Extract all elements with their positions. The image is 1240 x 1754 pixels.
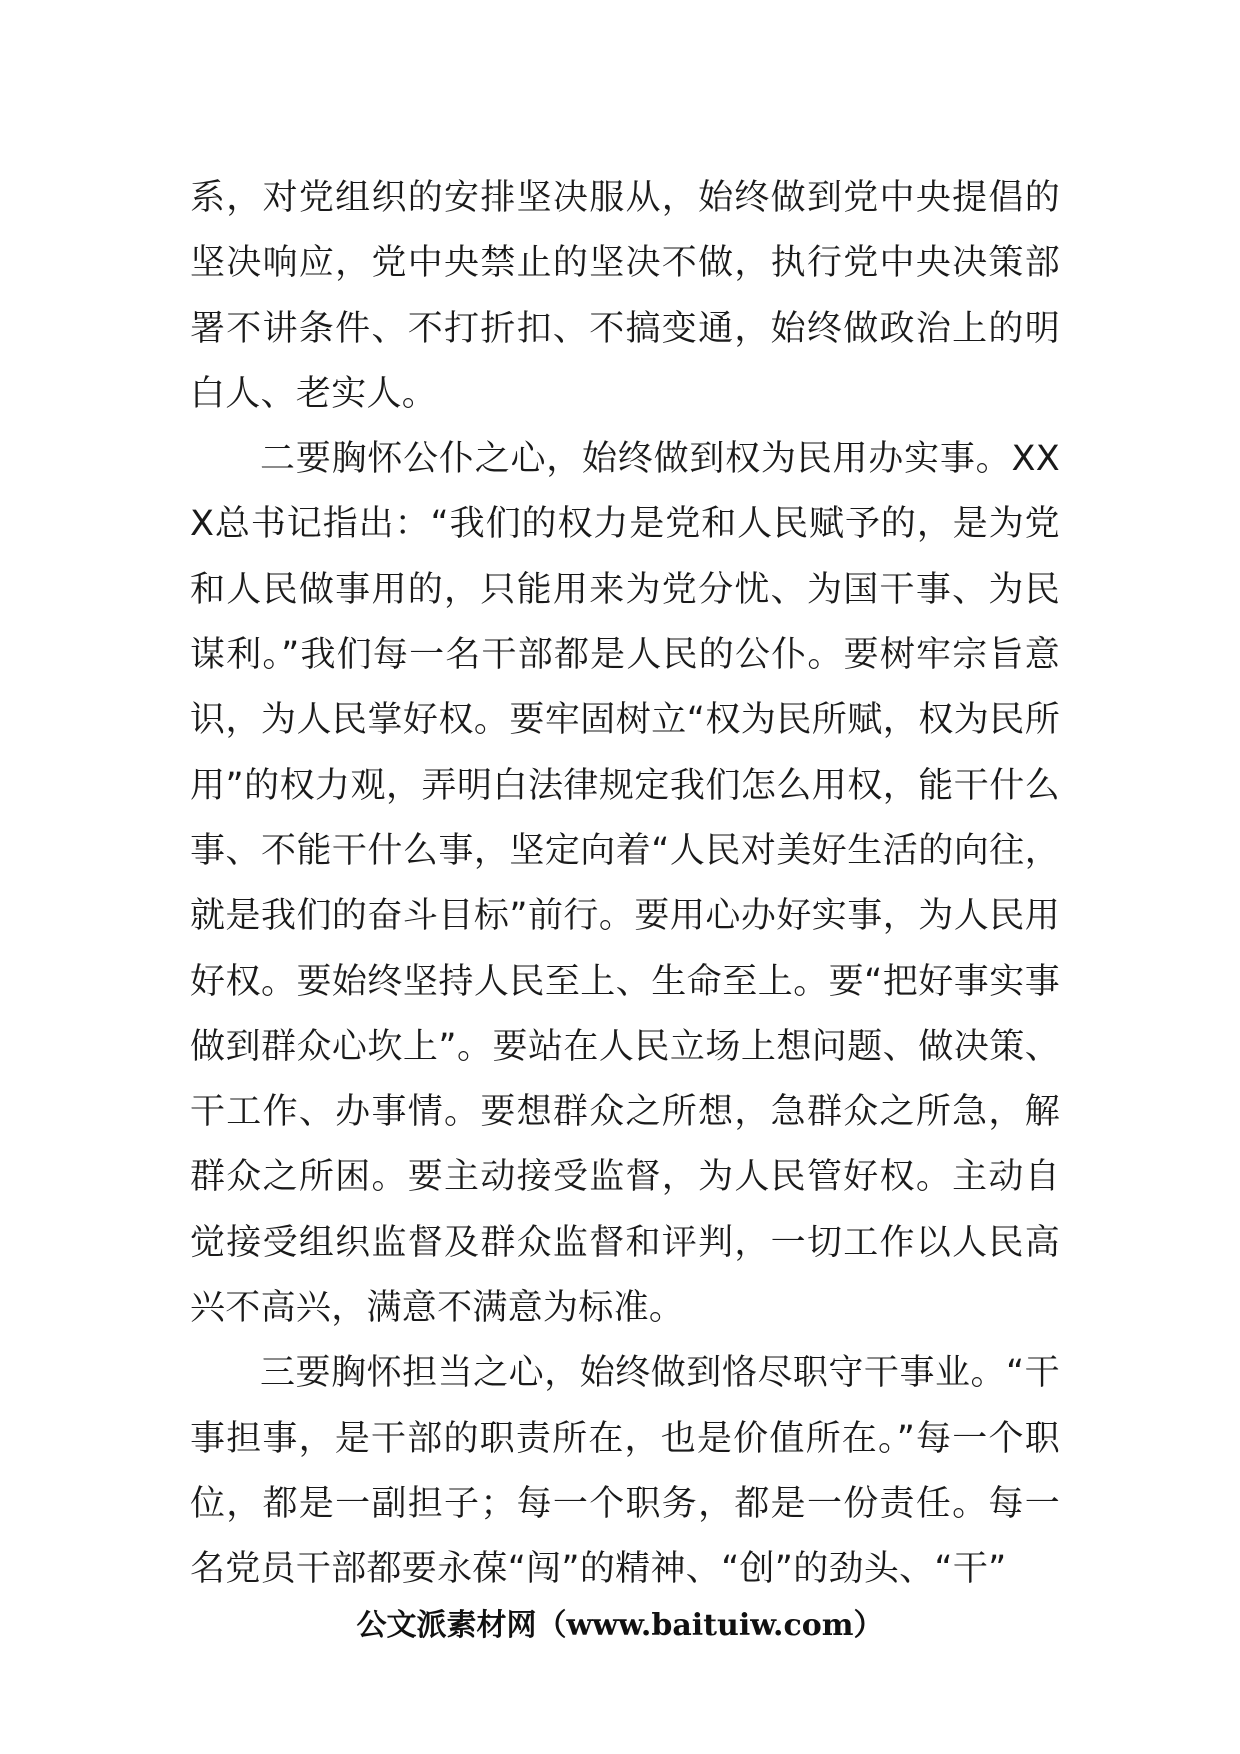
paragraph-continuation: 系，对党组织的安排坚决服从，始终做到党中央提倡的坚决响应，党中央禁止的坚决不做，执行党中央决策部署不讲条件、不打折扣、不搞变通，始终做政治上的明白人、老实人。 <box>190 178 1060 414</box>
footer-source: 公文派素材网（www.baituiw.com） <box>356 1608 884 1643</box>
paragraph-responsibility: 三要胸怀担当之心，始终做到恪尽职守干事业。“干事担事，是干部的职责所在，也是价值所在。”每一个职位，都是一副担子；每一个职务，都是一份责任。每一名党员干部都要永葆“闯”的精神、“创”的劲头、“干” <box>190 1353 1060 1590</box>
paragraph-public-servant: 二要胸怀公仆之心，始终做到权为民用办实事。XXX总书记指出：“我们的权力是党和人民赋予的，是为党和人民做事用的，只能用来为党分忧、为国干事、为民谋利。”我们每一名干部都是人民的公仆。要树牢宗旨意识，为人民掌好权。要牢固树立“权为民所赋，权为民所用”的权力观，弄明白法律规定我们怎么用权，能干什么事、不能干什么事，坚定向着“人民对美好生活的向往，就是我们的奋斗目标”前行。要用心办好实事，为人民用好权。要始终坚持人民至上、生命至上。要“把好事实事做到群众心坎上”。要站在人民立场上想问题、做决策、干工作、办事情。要想群众之所想，急群众之所急，解群众之所困。要主动接受监督，为人民管好权。主动自觉接受组织监督及群众监督和评判，一切工作以人民高兴不高兴，满意不满意为标准。 <box>190 439 1060 1329</box>
document-body <box>190 166 1060 1603</box>
